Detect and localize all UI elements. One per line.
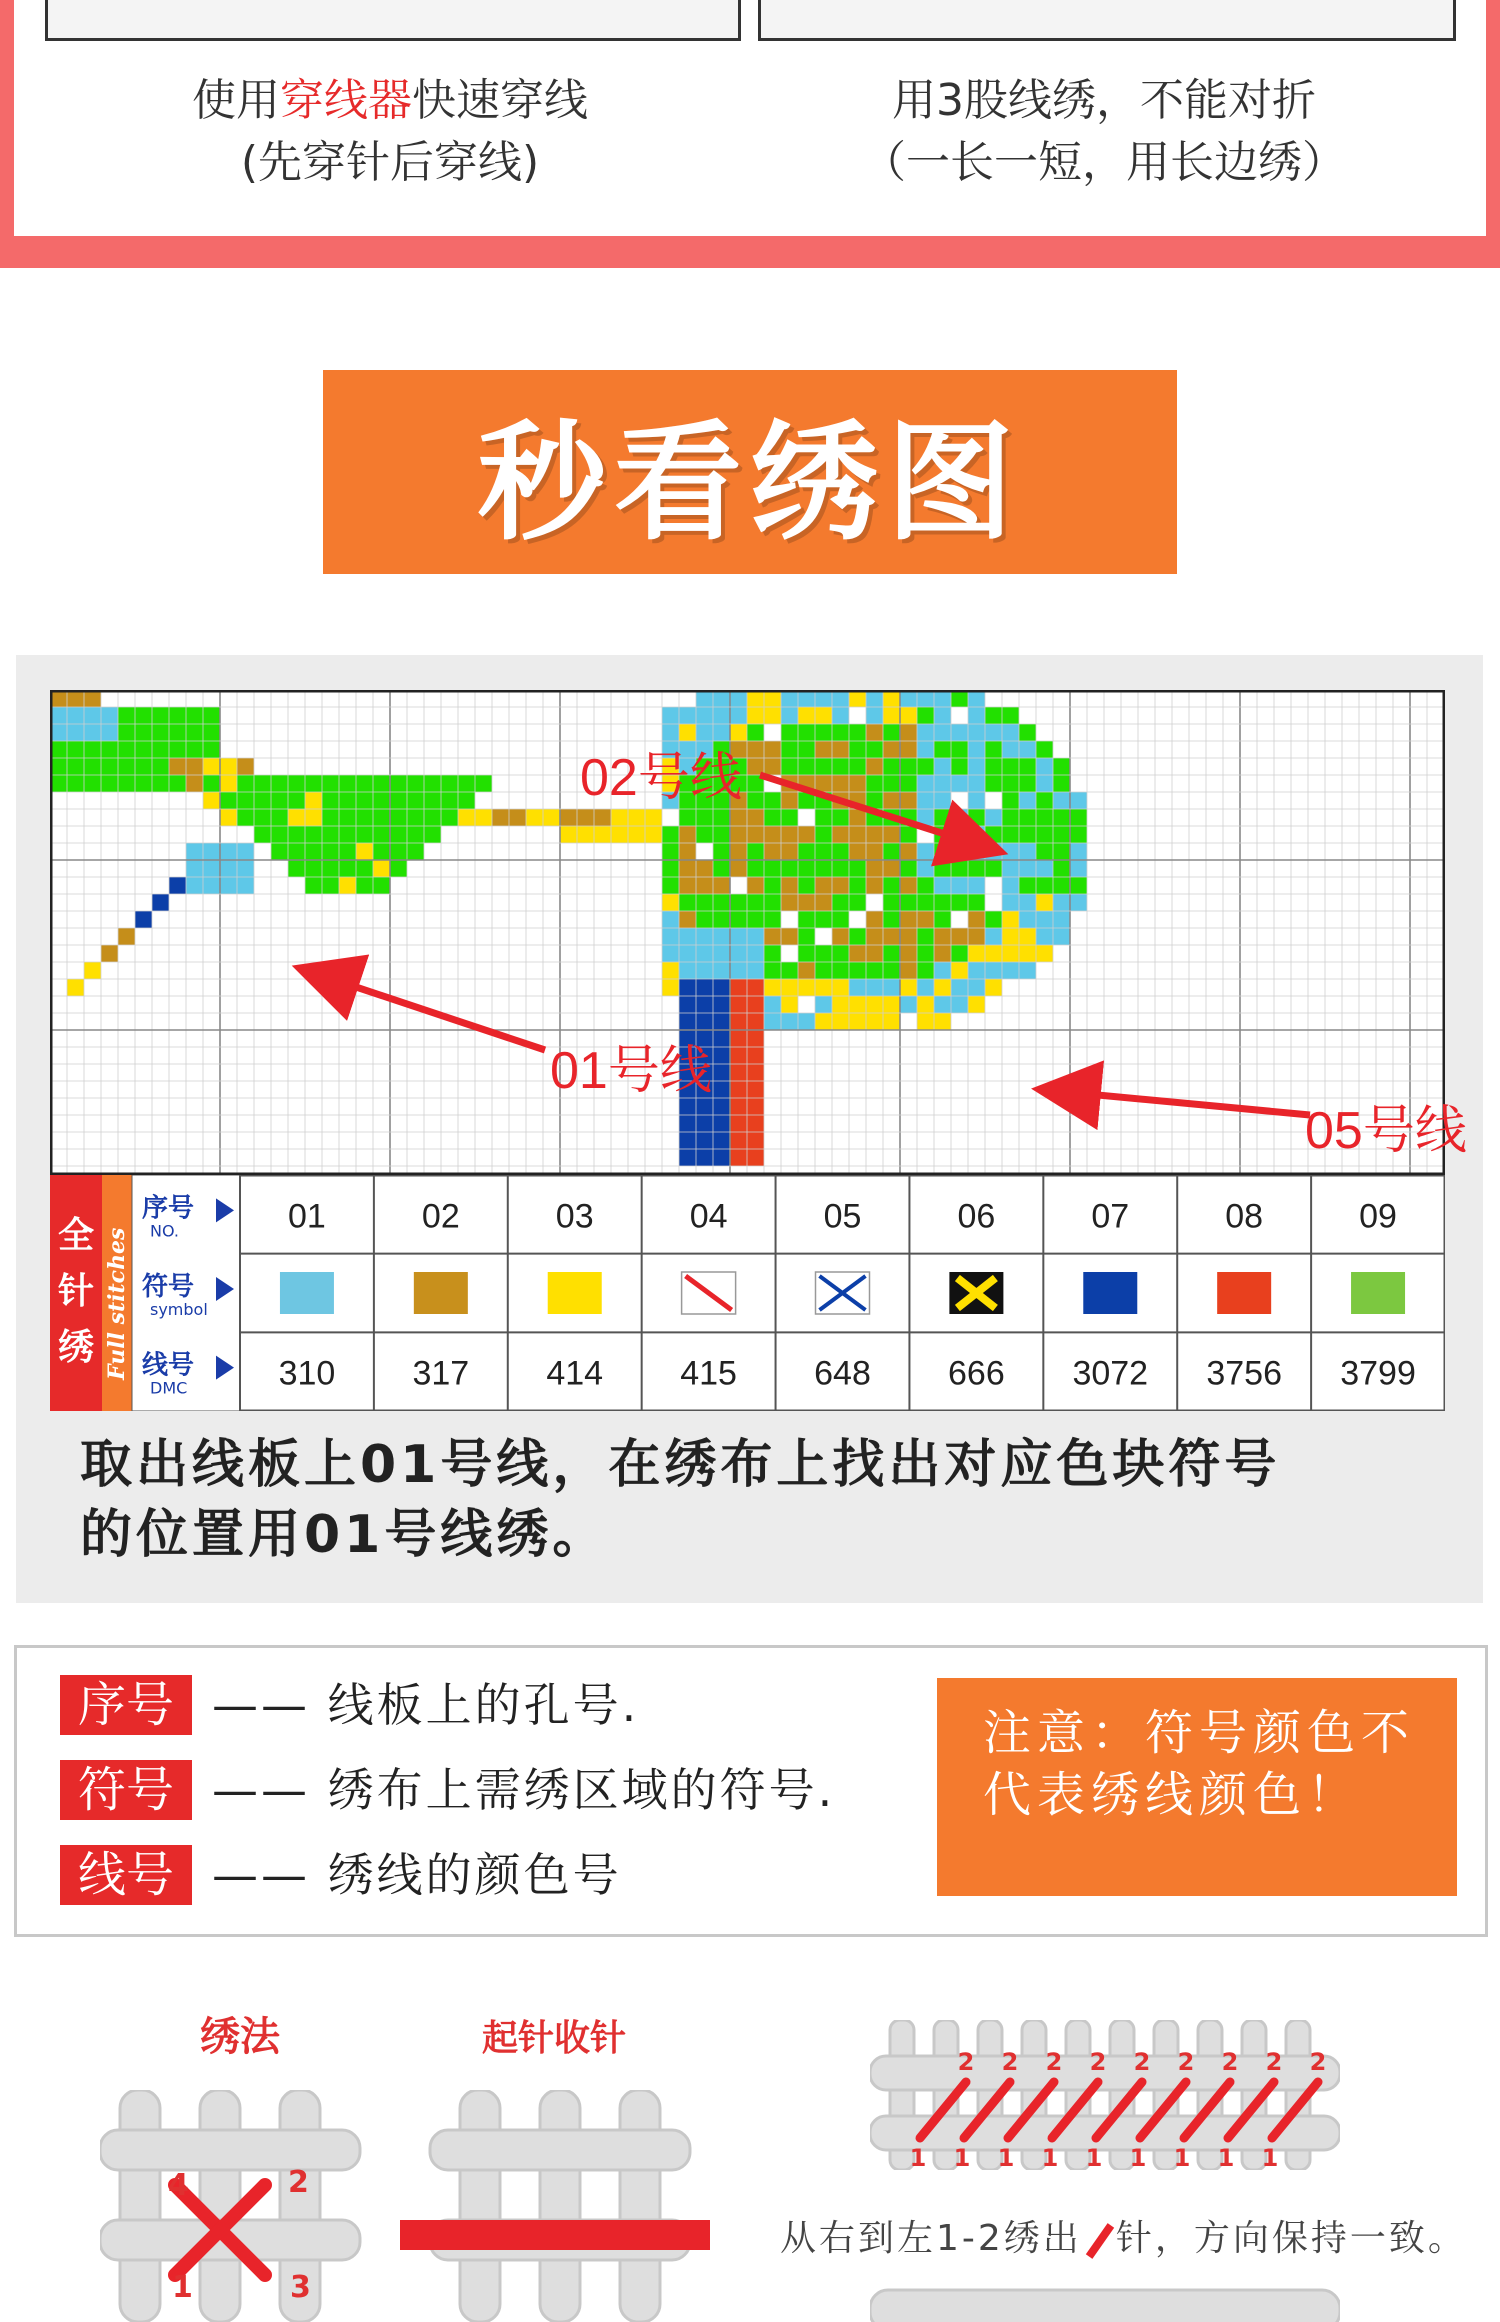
legend-no: 07 [1091, 1197, 1130, 1236]
side-label-char: 绣 [57, 1327, 95, 1368]
legend-no: 05 [823, 1197, 862, 1236]
row-label-top: 2 [957, 2048, 975, 2076]
side-label-char: 针 [57, 1271, 95, 1312]
row-label-en: DMC [150, 1378, 188, 1398]
legend-dmc: 3072 [1072, 1354, 1149, 1393]
legend-dmc: 3799 [1340, 1354, 1416, 1393]
callout-02: 02号线 [580, 749, 742, 807]
row-label: 序号 [142, 1193, 195, 1224]
color-swatch [1217, 1272, 1271, 1314]
legend-no: 03 [555, 1197, 594, 1236]
note-desc: —— 线板上的孔号. [212, 1678, 640, 1732]
cross-stitch-diagram [100, 2090, 380, 2322]
right-caption: 用3股线绣，不能对折 [892, 75, 1316, 126]
color-swatch [414, 1272, 468, 1314]
row-label-top: 2 [1265, 2048, 1283, 2076]
row-stitch-diagram-2 [870, 2270, 1340, 2322]
row-label: 线号 [142, 1350, 195, 1381]
note-desc: —— 绣线的颜色号 [212, 1848, 622, 1902]
row-label-bottom: 1 [1041, 2144, 1059, 2170]
row-label-bottom: 1 [1129, 2144, 1147, 2170]
row-label-top: 2 [1309, 2048, 1327, 2076]
instruction-text [80, 1430, 1440, 1570]
arrow-02 [760, 775, 995, 850]
instruction-line-2: 的位置用01号线绣。 [80, 1505, 609, 1565]
legend-dmc: 415 [680, 1354, 737, 1393]
row-label-en: symbol [150, 1300, 208, 1319]
row-label-bottom: 1 [1085, 2144, 1103, 2170]
banner-title: 秒看绣图 [477, 409, 1022, 558]
arrow-01 [305, 970, 545, 1050]
row-label-en: NO. [150, 1221, 179, 1241]
row-label-top: 2 [1001, 2048, 1019, 2076]
legend-no: 09 [1359, 1197, 1397, 1236]
callout-01: 01号线 [550, 1042, 712, 1100]
note-desc: —— 绣布上需绣区域的符号. [212, 1763, 836, 1817]
color-swatch [280, 1272, 334, 1314]
stitch-method-title: 绣法 [200, 2014, 280, 2060]
label-3: 3 [290, 2270, 311, 2305]
side-label-char: 全 [57, 1215, 95, 1256]
callout-05: 05号线 [1305, 1102, 1467, 1160]
left-caption-highlight: 穿线器 [280, 75, 412, 126]
start-end-diagram [400, 2090, 710, 2322]
warning-line-2: 代表绣线颜色！ [983, 1767, 1362, 1823]
left-caption-post: 快速穿线 [412, 75, 588, 126]
legend-dmc: 310 [278, 1354, 336, 1393]
row-label-top: 2 [1089, 2048, 1107, 2076]
legend-dmc: 648 [814, 1354, 871, 1393]
warning-line-1: 注意：符号颜色不 [983, 1705, 1416, 1761]
legend-no: 04 [689, 1197, 728, 1236]
legend-no: 02 [421, 1197, 460, 1236]
legend-dmc: 3756 [1206, 1354, 1282, 1393]
legend-no: 06 [957, 1197, 996, 1236]
note-tag: 线号 [60, 1845, 192, 1905]
row-label-bottom: 1 [997, 2144, 1015, 2170]
instruction-line-1: 取出线板上01号线，在绣布上找出对应色块符号 [80, 1435, 1281, 1495]
row-stitch-caption [780, 2210, 1467, 2261]
color-swatch [548, 1272, 602, 1314]
legend-dmc: 414 [546, 1354, 604, 1393]
row-stitch-diagram [870, 2020, 1340, 2170]
legend-no: 01 [288, 1197, 326, 1236]
warning-box [937, 1678, 1457, 1896]
label-1: 1 [172, 2270, 193, 2305]
row-label-bottom: 1 [909, 2144, 927, 2170]
row-label-bottom: 1 [1173, 2144, 1191, 2170]
row-label-top: 2 [1133, 2048, 1151, 2076]
row-label-bottom: 1 [1261, 2144, 1279, 2170]
start-end-title: 起针收针 [482, 2018, 627, 2059]
row-label-top: 2 [1221, 2048, 1239, 2076]
row-label-bottom: 1 [1217, 2144, 1235, 2170]
right-caption-sub: （一长一短，用长边绣） [862, 137, 1346, 188]
note-tag: 符号 [60, 1760, 192, 1820]
row-label-top: 2 [1045, 2048, 1063, 2076]
left-caption-pre: 使用 [192, 75, 280, 126]
legend-no: 08 [1225, 1197, 1264, 1236]
legend-dmc: 317 [412, 1354, 470, 1393]
caption-pre: 从右到左1-2绣出 [780, 2218, 1082, 2259]
color-swatch [1351, 1272, 1405, 1314]
label-4: 4 [168, 2168, 189, 2203]
legend-dmc: 666 [948, 1354, 1005, 1393]
row-label: 符号 [142, 1272, 195, 1302]
color-swatch [1083, 1272, 1137, 1314]
arrow-05 [1045, 1090, 1310, 1115]
left-caption-sub: (先穿针后穿线) [240, 137, 540, 188]
side-label-en: Full stitches [104, 1227, 130, 1380]
row-label-bottom: 1 [953, 2144, 971, 2170]
label-2: 2 [288, 2165, 309, 2200]
note-tag: 序号 [60, 1675, 192, 1735]
row-label-top: 2 [1177, 2048, 1195, 2076]
legend-table [50, 1175, 1445, 1411]
caption-post: 针，方向保持一致。 [1115, 2218, 1467, 2259]
slash-stitch-icon [1082, 2222, 1116, 2258]
